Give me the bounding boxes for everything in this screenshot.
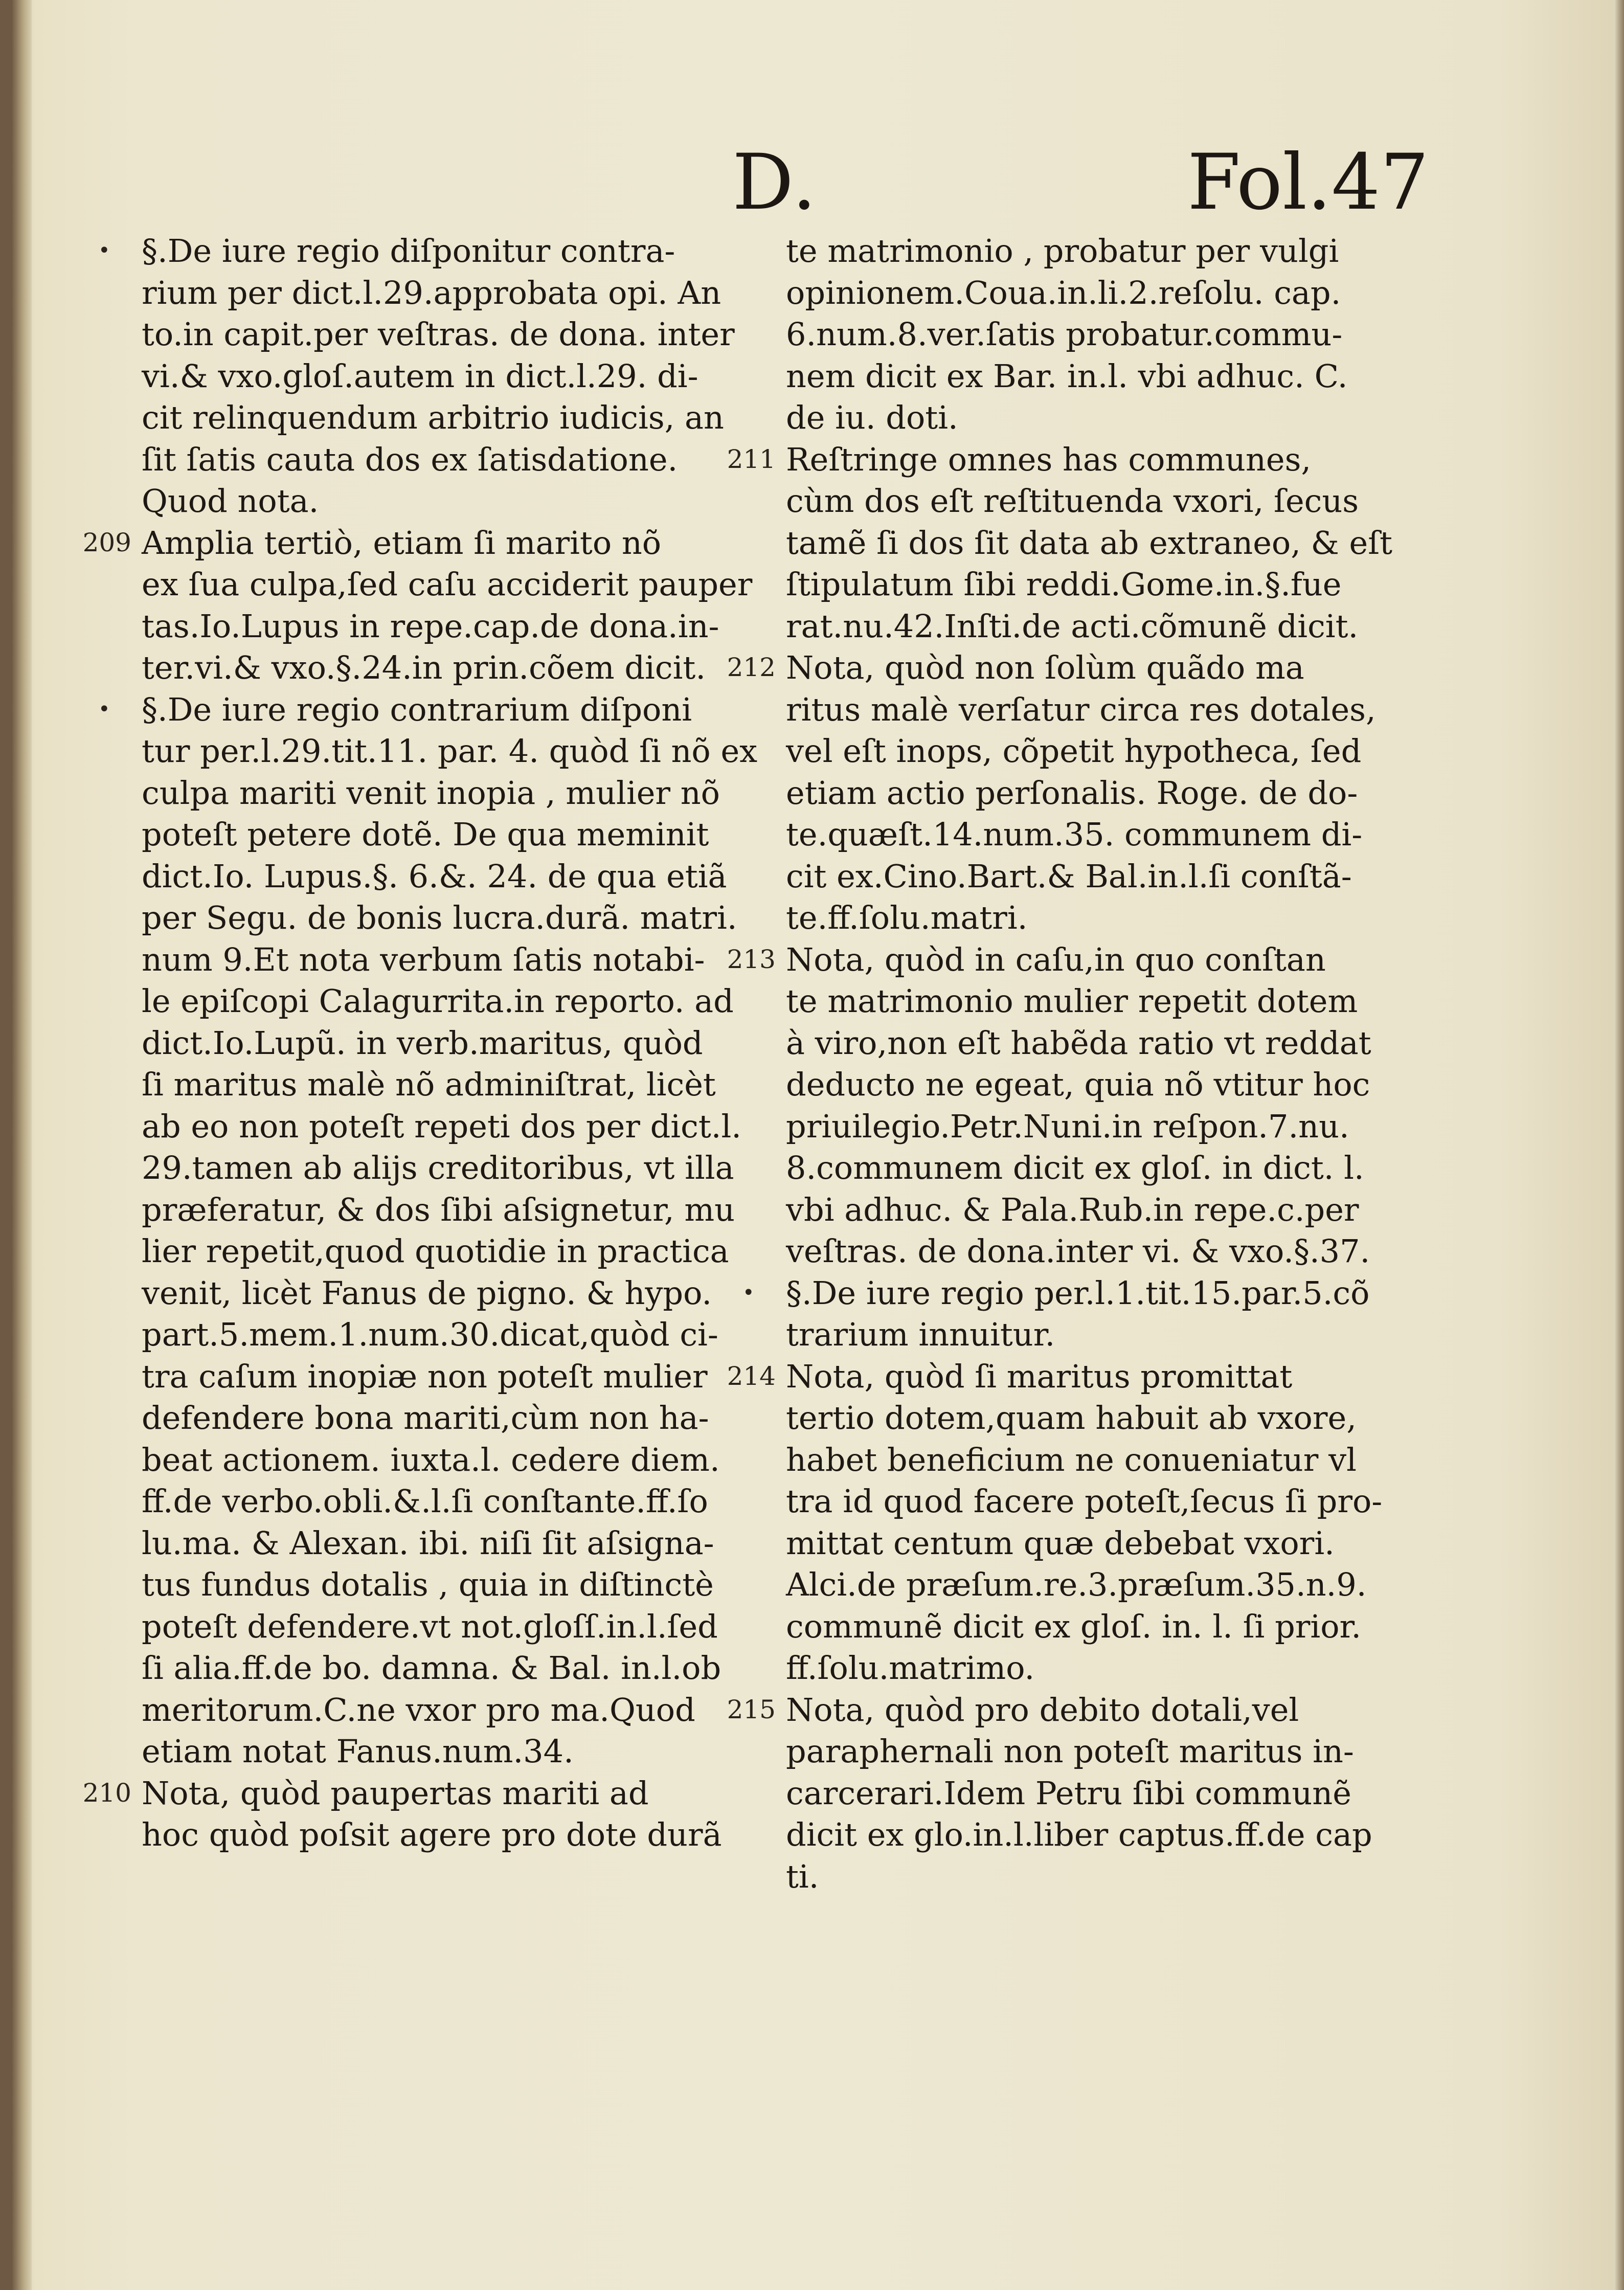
binding-gutter: [11, 0, 32, 2290]
text-line: rium per dict.l.29.approbata opi. An: [142, 274, 721, 311]
text-line: ti.: [786, 1857, 819, 1895]
book-page: [11, 0, 1624, 2290]
text-line: te.quæſt.14.num.35. communem di-: [786, 816, 1363, 853]
text-line: ter.vi.& vxo.§.24.in prin.cõem dicit.: [142, 649, 706, 686]
left-text-column: [82, 230, 771, 1856]
text-line: te matrimonio , probatur per vulgi: [786, 232, 1339, 270]
paragraph: [727, 939, 1415, 1272]
text-line: ſi maritus malè nõ adminiſtrat, licèt: [142, 1066, 716, 1103]
text-line: vbi adhuc. & Pala.Rub.in repe.c.per: [786, 1191, 1359, 1228]
page-edge: [1614, 0, 1624, 2290]
text-line: ab eo non poteſt repeti dos per dict.l.: [142, 1107, 742, 1145]
text-line: lier repetit,quod quotidie in practica: [142, 1232, 729, 1270]
text-line: defendere bona mariti,cùm non ha-: [142, 1399, 709, 1436]
text-line: carcerari.Idem Petru ſibi communẽ: [786, 1774, 1351, 1812]
text-line: Nota, quòd non ſolùm quãdo ma: [786, 649, 1304, 686]
text-line: tra id quod facere poteſt,ſecus ſi pro-: [786, 1483, 1383, 1520]
paragraph: [727, 1689, 1415, 1898]
paragraph-number: 209: [82, 527, 131, 557]
paragraph: [82, 1772, 771, 1856]
paragraph-number: 211: [727, 444, 776, 474]
text-line: hoc quòd poſsit agere pro dote durã: [142, 1816, 722, 1853]
paragraph-number: 212: [727, 653, 776, 682]
text-line: præferatur, & dos ſibi aſsignetur, mu: [142, 1191, 735, 1228]
paragraph: [98, 230, 771, 522]
text-line: nem dicit ex Bar. in.l. vbi adhuc. C.: [786, 357, 1348, 395]
text-line: ff.ſolu.matrimo.: [786, 1649, 1035, 1687]
text-line: beat actionem. iuxta.l. cedere diem.: [142, 1441, 720, 1478]
paragraph: [742, 1272, 1415, 1356]
text-line: culpa mariti venit inopia , mulier nõ: [142, 774, 720, 812]
text-line: vel eſt inops, cõpetit hypotheca, ſed: [786, 732, 1362, 770]
text-line: communẽ dicit ex gloſ. in. l. ſi prior.: [786, 1607, 1362, 1645]
text-line: Reſtringe omnes has communes,: [786, 440, 1312, 478]
text-line: etiam notat Fanus.num.34.: [142, 1733, 574, 1770]
text-line: deducto ne egeat, quia nõ vtitur hoc: [786, 1066, 1370, 1103]
text-line: lu.ma. & Alexan. ibi. niſi ſit aſsigna-: [142, 1524, 714, 1562]
text-line: opinionem.Coua.in.li.2.reſolu. cap.: [786, 274, 1341, 311]
text-line: cit relinquendum arbitrio iudicis, an: [142, 399, 724, 436]
text-line: le epiſcopi Calagurrita.in reporto. ad: [142, 982, 734, 1020]
text-line: dict.Io.Lupũ. in verb.maritus, quòd: [142, 1024, 703, 1062]
running-header: [11, 138, 1624, 240]
text-line: Nota, quòd pro debito dotali,vel: [786, 1691, 1299, 1728]
paragraph-number: 214: [727, 1361, 776, 1391]
text-line: to.in capit.per veſtras. de dona. inter: [142, 316, 735, 353]
text-line: habet beneficium ne conueniatur vl: [786, 1441, 1357, 1478]
bullet-mark: •: [98, 697, 110, 721]
text-line: ff.de verbo.obli.&.l.ſi conſtante.ff.ſo: [142, 1483, 708, 1520]
text-line: dicit ex glo.in.l.liber captus.ff.de cap: [786, 1816, 1372, 1853]
text-line: tamẽ ſi dos ſit data ab extraneo, & eſt: [786, 524, 1393, 562]
bullet-mark: •: [98, 239, 110, 262]
paragraph: [82, 522, 771, 689]
paragraph: [727, 439, 1415, 647]
folio-number: Fol.47: [1187, 138, 1429, 227]
text-line: poteſt defendere.vt not.gloſſ.in.l.ſed: [142, 1607, 718, 1645]
paragraph: [727, 1356, 1415, 1689]
paragraph-number: 213: [727, 944, 776, 974]
text-line: paraphernali non poteſt maritus in-: [786, 1733, 1354, 1770]
text-line: dict.Io. Lupus.§. 6.&. 24. de qua etiã: [142, 857, 727, 895]
text-line: cit ex.Cino.Bart.& Bal.in.l.ſi conſtã-: [786, 857, 1352, 895]
text-line: §.De iure regio diſponitur contra-: [142, 232, 675, 270]
text-line: §.De iure regio contrarium diſponi: [142, 690, 692, 728]
text-line: Amplia tertiò, etiam ſi marito nõ: [142, 524, 662, 562]
text-line: per Segu. de bonis lucra.durã. matri.: [142, 899, 737, 936]
text-line: num 9.Et nota verbum ſatis notabi-: [142, 940, 705, 978]
text-line: Quod nota.: [142, 482, 319, 520]
text-line: rat.nu.42.Inſti.de acti.cõmunẽ dicit.: [786, 607, 1359, 645]
text-line: tas.Io.Lupus in repe.cap.de dona.in-: [142, 607, 719, 645]
text-line: 8.communem dicit ex gloſ. in dict. l.: [786, 1149, 1364, 1186]
text-line: ritus malè verſatur circa res dotales,: [786, 690, 1376, 728]
text-line: ſit ſatis cauta dos ex ſatisdatione.: [142, 440, 678, 478]
right-text-column: [727, 230, 1415, 1897]
text-line: 29.tamen ab alijs creditoribus, vt illa: [142, 1149, 734, 1186]
text-line: veſtras. de dona.inter vi. & vxo.§.37.: [786, 1232, 1370, 1270]
text-line: te matrimonio mulier repetit dotem: [786, 982, 1358, 1020]
text-line: part.5.mem.1.num.30.dicat,quòd ci-: [142, 1316, 718, 1353]
paragraph: [727, 647, 1415, 939]
text-line: meritorum.C.ne vxor pro ma.Quod: [142, 1691, 695, 1728]
paragraph-number: 210: [82, 1778, 131, 1808]
text-line: à viro,non eſt habẽda ratio vt reddat: [786, 1024, 1371, 1062]
text-line: de iu. doti.: [786, 399, 958, 436]
text-line: venit, licèt Fanus de pigno. & hypo.: [142, 1274, 712, 1312]
text-line: trarium innuitur.: [786, 1316, 1055, 1353]
text-line: tertio dotem,quam habuit ab vxore,: [786, 1399, 1357, 1436]
text-line: mittat centum quæ debebat vxori.: [786, 1524, 1335, 1562]
text-line: Nota, quòd in caſu,in quo conſtan: [786, 940, 1326, 978]
signature-mark: D.: [732, 138, 818, 227]
text-line: te.ff.ſolu.matri.: [786, 899, 1028, 936]
text-line: 6.num.8.ver.ſatis probatur.commu-: [786, 316, 1343, 353]
text-line: priuilegio.Petr.Nuni.in reſpon.7.nu.: [786, 1107, 1349, 1145]
paragraph-number: 215: [727, 1694, 776, 1724]
text-line: etiam actio perſonalis. Roge. de do-: [786, 774, 1358, 812]
text-line: §.De iure regio per.l.1.tit.15.par.5.cõ: [786, 1274, 1370, 1312]
text-line: ex ſua culpa,ſed caſu acciderit pauper: [142, 566, 753, 603]
text-line: tus fundus dotalis , quia in diſtinctè: [142, 1566, 714, 1603]
text-line: Alci.de præſum.re.3.præſum.35.n.9.: [786, 1566, 1367, 1603]
text-line: Nota, quòd paupertas mariti ad: [142, 1774, 649, 1812]
text-line: ſi alia.ff.de bo. damna. & Bal. in.l.ob: [142, 1649, 721, 1687]
text-line: tur per.l.29.tit.11. par. 4. quòd ſi nõ ex: [142, 732, 758, 770]
text-line: vi.& vxo.gloſ.autem in dict.l.29. di-: [142, 357, 698, 395]
paragraph: [98, 689, 771, 1772]
bullet-mark: •: [742, 1281, 755, 1305]
text-line: Nota, quòd ſi maritus promittat: [786, 1357, 1293, 1395]
text-line: cùm dos eſt reſtituenda vxori, ſecus: [786, 482, 1359, 520]
text-line: tra caſum inopiæ non poteſt mulier: [142, 1357, 708, 1395]
paragraph: [786, 230, 1415, 439]
text-line: ſtipulatum ſibi reddi.Gome.in.§.fue: [786, 566, 1342, 603]
text-line: poteſt petere dotẽ. De qua meminit: [142, 816, 709, 853]
